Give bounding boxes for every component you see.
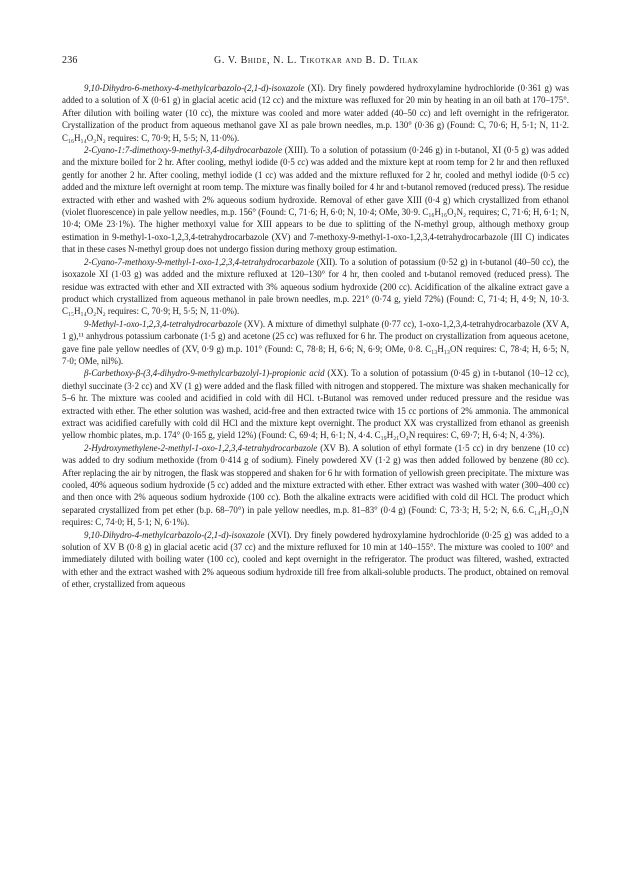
paragraph-text: (XII). To a solution of potassium (0·52 g) in t-butanol (40–50 cc), the isoxazole XI (1·03 g) was added and the mixture refluxed at 120–130° for 4 hr, then cooled and t-butanol removed (reduced press). The residue was extracted with ether and XII extracted with 3% aqueous sodium hydroxide (200 cc). Acidification of the alkaline extract gave a product which crystallized from aqueous methanol in pale brown needles, m.p. 221° (0·74 g, yield 72%) (Found: C, 71·4; H, 4·9; N, 10·3. C₁₅H₁₄O₂N₂ requires: C, 70·9; H, 5·5; N, 11·0%). bbox=[62, 256, 569, 317]
paragraph-text: (XVI). Dry finely powdered hydroxylamine hydrochloride (0·25 g) was added to a solution of XV B (0·8 g) in glacial acetic acid (37 cc) and the mixture refluxed for 10 min at 140–155°. The mixture was cooled to 100° and immediately diluted with boiling water (100 cc), cooled and kept overnight in the refrigerator. The product was filtered, washed, extracted with ether and the extract washed with 2% aqueous sodium hydroxide till free from alkali-soluble products. The product, obtained on removal of ether, crystallized from aqueous bbox=[62, 529, 569, 590]
paragraph-text: (XI). Dry finely powdered hydroxylamine hydrochloride (0·361 g) was added to a solution of X (0·61 g) in glacial acetic acid (12 cc) and the mixture was refluxed for 20 min by heating in an oil bath at 170–175°. After dilution with boiling water (10 cc), the mixture was cooled and more water added (40–50 cc) and left overnight in the refrigerator. Crystallization of the product from aqueous methanol gave XI as pale brown needles, m.p. 130° (0·36 g) (Found: C, 70·6; H, 5·1; N, 11·2. C₁₆H₁₄O₂N₂ requires: C, 70·9; H, 5·5; N, 11·0%). bbox=[62, 83, 569, 143]
compound-title: 2-Cyano-1:7-dimethoxy-9-methyl-3,4-dihydrocarbazole bbox=[84, 145, 283, 156]
compound-title: 2-Hydroxymethylene-2-methyl-1-oxo-1,2,3,4-tetrahydrocarbazole bbox=[84, 442, 318, 453]
paragraph-compound-xx bbox=[62, 367, 569, 441]
paragraph-compound-xv bbox=[62, 318, 569, 368]
page-header bbox=[62, 55, 569, 75]
paragraph-compound-xi bbox=[62, 82, 569, 144]
paragraph-text: (XV). A mixture of dimethyl sulphate (0·77 cc), 1-oxo-1,2,3,4-tetrahydrocarbazole (XV A, 1 g),¹¹ anhydrous potassium carbonate (1·5 g) and acetone (25 cc) was refluxed for 6 hr. The product on crystallization from aqueous acetone, gave fine pale yellow needles of (XV, 0·9 g) m.p. 101° (Found: C, 78·8; H, 6·6; N, 6·9; OMe, 0·8. C₁₃H₁₃ON requires: C, 78·4; H, 6·5; N, 7·0; OMe, nil%). bbox=[62, 318, 569, 366]
paragraph-compound-xv-b bbox=[62, 442, 569, 529]
compound-title: β-Carbethoxy-β-(3,4-dihydro-9-methylcarbazolyl-1)-propionic acid bbox=[84, 368, 325, 379]
paragraph-compound-xvi bbox=[62, 529, 569, 591]
page-body bbox=[62, 82, 569, 591]
paragraph-text: (XV B). A solution of ethyl formate (1·5 cc) in dry benzene (10 cc) was added to dry sodium methoxide (from 0·414 g of sodium). Finely powdered XV (1·2 g) was then added followed by benzene (80 cc). After replacing the air by nitrogen, the flask was stoppered and shaken for 6 hr with formation of yellowish green precipitate. The mixture was cooled, 40% aqueous sodium hydroxide (5 cc) added and the mixture extracted with ether. Ether extract was washed with water (300–400 cc) and then once with 2% aqueous sodium hydroxide (100 cc). Both the alkaline extracts were acidified with cold dil HCl. The product which separated crystallized from pet ether (b.p. 68–70°) in pale yellow needles, m.p. 81–83° (0·4 g) (Found: C, 73·3; H, 5·2; N, 6.6. C₁₄H₁₃O₂N requires: C, 74·0; H, 5·1; N, 6·1%). bbox=[62, 442, 569, 528]
compound-title: 9-Methyl-1-oxo-1,2,3,4-tetrahydrocarbazole bbox=[84, 318, 242, 329]
paragraph-text: (XIII). To a solution of potassium (0·246 g) in t-butanol, XI (0·5 g) was added and the mixture boiled for 2 hr. After cooling, methyl iodide (0·5 cc) was added and the mixture kept at room temp for 2 hr and then refluxed gently for another 2 hr. After cooling, methyl iodide (1 cc) was added and the mixture refluxed for 2 hr, cooled and methyl iodide (0·5 cc) added and the mixture left overnight at room temp. The mixture was finally boiled for 4 hr and t-butanol removed (reduced press). The residue extracted with ether and washed with 2% aqueous sodium hydroxide. Removal of ether gave XIII (0·4 g) which crystallized from ethanol (violet fluorescence) in pale yellow needles, m.p. 156° (Found: C, 71·6; H, 6·0; N, 10·4; OMe, 30·9. C₁₆H₁₆O₂N₂ requires; C, 71·6; H, 6·1; N, 10·4; OMe 23·1%). The higher methoxyl value for XIII appears to be due to splitting of the N-methyl group, although methoxy group estimation in 9-methyl-1-oxo-1,2,3,4-tetrahydrocarbazole (XV) and 7-methoxy-9-methyl-1-oxo-1,2,3,4-tetrahydrocarbazole (III C) indicates that in these cases N-methyl group does not undergo fission during methoxy group estimation. bbox=[62, 145, 569, 255]
running-head: G. V. Bhide, N. L. Tikotkar and B. D. Tilak bbox=[214, 55, 419, 66]
page-number: 236 bbox=[62, 55, 78, 66]
paragraph-compound-xiii bbox=[62, 144, 569, 256]
compound-title: 2-Cyano-7-methoxy-9-methyl-1-oxo-1,2,3,4-tetrahydrocarbazole bbox=[84, 256, 315, 267]
paragraph-compound-xii bbox=[62, 256, 569, 318]
compound-title: 9,10-Dihydro-6-methoxy-4-methylcarbazolo-(2,1-d)-isoxazole bbox=[84, 83, 305, 93]
compound-title: 9,10-Dihydro-4-methylcarbazolo-(2,1-d)-isoxazole bbox=[84, 529, 265, 540]
paragraph-text: (XX). To a solution of potassium (0·45 g) in t-butanol (10–12 cc), diethyl succinate (3·2 cc) and XV (1 g) were added and the flask filled with nitrogen and stoppered. The mixture was shaken mechanically for 5–6 hr. The mixture was cooled and acidified in cold with dil HCl. t-Butanol was removed under reduced pressure and the residue was extracted with ether. The ether solution was washed, acid-free and then extracted twice with 15 cc portions of 2% ammonia. The ammonical extract was acidified carefully with cold dil HCl and the mixture kept overnight. The product XX was crystallized from ethanol as greenish yellow rhombic plates, m.p. 174° (0·165 g, yield 12%) (Found: C, 69·4; H, 6·1; N, 4·4. C₁₉H₂₁O₄N requires: C, 69·7; H, 6·4; N, 4·3%). bbox=[62, 368, 569, 441]
